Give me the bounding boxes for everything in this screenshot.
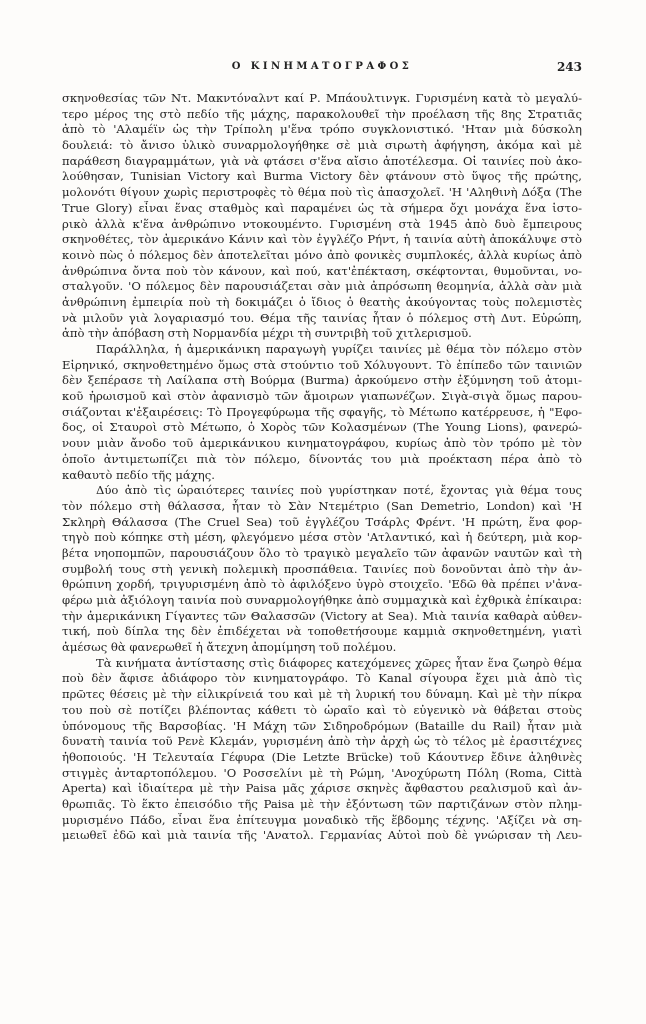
paragraph-start-line: Παράλληλα, ἡ ἀμερικάνικη παραγωγὴ γυρίζει ταινίες μὲ θέμα τὸν πόλεμο στὸν <box>96 342 582 356</box>
text-line: σιάζονται κ'ἐξαιρέσεις: Τὸ Προγεφύρωμα τῆς σφαγῆς, τὸ Μέτωπο κατέρρευσε, ἡ "Εφο- <box>62 404 582 419</box>
text-line: τερο μέρος της στὸ πεδίο τῆς μάχης, παρακολουθεῖ τὴν προέλαση τῆς 8ης Στρατιᾶς <box>62 106 582 121</box>
text-line: λούθησαν, Tunisian Victory καὶ Burma Victory δὲν φτάνουν στὸ ὕψος τῆς πρώτης, <box>62 169 582 184</box>
text-line: δυνατὴ ταινία τοῦ Ρενὲ Κλεμάν, γυρισμένη ἀπὸ τὴν ἀρχὴ ὡς τὸ τέλος μὲ ἐρασιτέχνες <box>62 734 582 749</box>
text-line: τὴν ἀμερικάνικη Γίγαντες τῶν Θαλασσῶν (Victory at Sea). Μιὰ ταινία καθαρὰ αὐθεν- <box>62 608 582 623</box>
paragraph-start-line: Δύο ἀπὸ τὶς ὡραιότερες ταινίες ποὺ γυρίστηκαν ποτέ, ἔχοντας γιὰ θέμα τους <box>96 483 582 498</box>
text-line: ἀπὸ τὴν ἀπόβαση στὴ Νορμανδία μέχρι τὴ συντριβὴ τοῦ χιτλερισμοῦ. <box>62 326 472 341</box>
text-line: ἀνθρώπινη ἐμπειρία ποὺ τὴ δοκιμάζει ὁ ἴδιος ὁ θεατὴς ἀκούγοντας τοὺς πολεμιστὲς <box>62 294 582 309</box>
text-line: του ποὺ σὲ ποτίζει βλέποντας κάθετι τὸ ὡραῖο καὶ τὸ εὐγενικὸ νὰ θάβεται στοὺς <box>62 702 582 717</box>
text-line: ἀνθρώπινα ὄντα ποὺ τὸν κάνουν, καὶ πού, κατ'ἐπέκταση, σκέφτονται, θυμοῦνται, νο- <box>62 263 582 278</box>
text-line: στιγμὲς ἀνταρτοπόλεμου. 'Ο Ροσσελίνι μὲ τὴ Ρώμη, 'Ανοχύρωτη Πόλη (Roma, Città <box>62 765 582 780</box>
text-line: τική, ποὺ δίπλα της δὲν ἐπιδέχεται νὰ τοποθετήσουμε καμμιὰ σκηνοθετημένη, γιατὶ <box>62 624 582 639</box>
text-line: Aperta) καὶ ἰδιαίτερα μὲ τὴν Paisa μᾶς χάρισε σκηνὲς ἄφθαστου ρεαλισμοῦ καὶ ἀν- <box>62 781 582 796</box>
text-line: τὸν πόλεμο στὴ θάλασσα, ἦταν τὸ Σὰν Ντεμέτριο (San Demetrio, London) καὶ 'Η <box>62 498 582 513</box>
text-line: θρώπινη χορδή, τριγυρισμένη ἀπὸ τὸ ἀφιλόξενο ὑγρὸ στοιχεῖο. 'Εδῶ θὰ πρέπει ν'ἀνα- <box>62 577 582 592</box>
text-line: φέρω μιὰ ἀξιόλογη ταινία ποὺ συναρμολογήθηκε ἀπὸ συμμαχικὰ καὶ ἐχθρικὰ ἐπίκαιρα: <box>62 593 582 607</box>
text-line: δος, οἱ Σταυροὶ στὸ Μέτωπο, ὁ Χορὸς τῶν Κολασμένων (The Young Lions), φανερώ- <box>62 420 582 435</box>
text-line: True Glory) εἶναι ἕνας σταθμὸς καὶ παραμένει ὡς τὰ σήμερα ὄχι μονάχα ἕνα ἱστο- <box>62 200 582 215</box>
text-line: τηγὸ ποὺ κόπηκε στὴ μέση, φλεγόμενο μέσα στὸν 'Ατλαντικό, καὶ ἡ δεύτερη, μιὰ κορ- <box>62 530 582 545</box>
page-number: 243 <box>556 60 582 74</box>
text-line: ὁποῖο ἀντιμετωπίζει πιὰ τὸν πόλεμο, δίνοντάς του μιὰ προέκταση πέρα ἀπὸ τὸ <box>62 451 582 466</box>
text-line: θρωπιᾶς. Τὸ ἕκτο ἐπεισόδιο τῆς Paisa μὲ τὴν ἐξόντωση τῶν παρτιζάνων στὸν πλημ- <box>62 796 582 811</box>
text-line: καθαυτὸ πεδίο τῆς μάχης. <box>62 467 215 482</box>
text-line: ἀπὸ τὸ 'Αλαμέϊν ὡς τὴν Τρίπολη μ'ἕνα τρόπο συγκλονιστικό. 'Ηταν μιὰ δύσκολη <box>62 122 582 137</box>
text-line: νουν μιὰν ἄνοδο τοῦ ἀμερικάνικου κινηματογράφου, κυρίως ἀπὸ τὸν τρόπο μὲ τὸν <box>62 436 582 451</box>
text-line: βέτα νηοπομπῶν, παρουσιάζουν ὅλο τὸ τραγικὸ μεγαλεῖο τῶν ἀφανῶν ναυτῶν καὶ τὴ <box>62 545 582 560</box>
text-line: παράθεση διαγραμμάτων, γιὰ νὰ φτάσει σ'ἕνα αἴσιο ἀποτέλεσμα. Οἱ ταινίες ποὺ ἀκο- <box>62 153 582 168</box>
body-text <box>62 91 582 844</box>
text-line: ποὺ δὲν ἄφισε ἀδιάφορο τὸν κινηματογράφο. Τὸ Kanal σίγουρα ἔχει μιὰ ἀπὸ τὶς <box>62 671 582 686</box>
text-line: ἀμέσως θὰ φανερωθεῖ ἡ ἄτεχνη ἀπομίμηση τοῦ πολέμου. <box>62 640 397 655</box>
text-line: δουλειά: τὸ ἄνισο ὑλικὸ συναρμολογήθηκε σὲ μιὰ σιρωτὴ ἀφήγηση, ἀκόμα καὶ μὲ <box>62 138 582 153</box>
page-header <box>62 58 582 78</box>
text-line: κοινὸ πὼς ὁ πόλεμος δὲν ἀποτελεῖται μόνο ἀπὸ φονικὲς συμπλοκές, ἀλλὰ κυρίως ἀπὸ <box>62 247 582 262</box>
text-line: μυρισμένο Πάδο, εἶναι ἕνα ἐπίτευγμα μοναδικὸ τῆς ἕβδομης τέχνης. 'Αξίζει νὰ ση- <box>62 812 582 827</box>
text-line: νὰ μιλοῦν γιὰ λογαριασμό του. Θέμα τῆς ταινίας ἦταν ὁ πόλεμος στὴ Δυτ. Εὐρώπη, <box>62 310 582 325</box>
text-line: ρικὸ ἀλλὰ κ'ἕνα ἀνθρώπινο ντοκουμέντο. Γυρισμένη στὰ 1945 ἀπὸ δυὸ ἔμπειρους <box>62 216 582 231</box>
text-line: μειωθεῖ ἐδῶ καὶ μιὰ ταινία τῆς 'Ανατολ. Γερμανίας Αὐτοὶ ποὺ δὲ γνώρισαν τὴ Λευ- <box>62 828 582 843</box>
text-line: σκηνοθεσίας τῶν Ντ. Μακντόναλντ καί Ρ. Μπάουλτινγκ. Γυρισμένη κατὰ τὸ μεγαλύ- <box>62 91 582 105</box>
text-line: ἠθοποιούς. 'Η Τελευταία Γέφυρα (Die Letzte Brücke) τοῦ Κάουτνερ ἔδινε ἀληθινὲς <box>62 749 582 764</box>
running-head: Ο ΚΙΝΗΜΑΤΟΓΡΑΦΟΣ <box>231 61 413 72</box>
text-line: πρῶτες θέσεις μὲ τὴν εἰλικρίνειά του καὶ μὲ τὴ λυρική του δύναμη. Καὶ μὲ τὴν πίκρα <box>62 687 582 702</box>
text-line: συμβολή τους στὴ γενικὴ πολεμικὴ προσπάθεια. Ταινίες ποὺ δονοῦνται ἀπὸ τὴν ἀν- <box>62 561 582 576</box>
text-line: Εἰρηνικό, σκηνοθετημένο ὅμως στὰ στούντιο τοῦ Χόλυγουντ. Τὸ ἐπίπεδο τῶν ταινιῶν <box>62 357 582 372</box>
text-line: ὑπόνομους τῆς Βαρσοβίας. 'Η Μάχη τῶν Σιδηροδρόμων (Bataille du Rail) ἦταν μιὰ <box>62 718 582 733</box>
text-line: Σκληρὴ Θάλασσα (The Cruel Sea) τοῦ ἐγγλέζου Τσάρλς Φρέντ. 'Η πρώτη, ἕνα φορ- <box>62 514 582 529</box>
text-line: κοῦ ἡρωισμοῦ καὶ στὸν ἀφανισμὸ τῶν ἄμοιρων γιαπωνέζων. Σιγὰ-σιγὰ ὅμως παρου- <box>62 389 582 404</box>
text-line: σταλγοῦν. 'Ο πόλεμος δὲν παρουσιάζεται σὰν μιὰ ἀπρόσωπη θεομηνία, ἀλλὰ σὰν μιὰ <box>62 279 582 294</box>
text-line: μολονότι θίγουν χωρὶς περιστροφὲς τὸ θέμα ποὺ τὶς ἀπασχολεῖ. 'Η 'Αληθινὴ Δόξα (The <box>62 185 582 200</box>
text-line: σκηνοθέτες, τὸν ἀμερικάνο Κάνιν καὶ τὸν ἐγγλέζο Ρήντ, ἡ ταινία αὐτὴ ἀποκάλυψε στὸ <box>62 232 582 247</box>
paragraph-start-line: Τὰ κινήματα ἀντίστασης στὶς διάφορες κατεχόμενες χῶρες ἦταν ἕνα ζωηρὸ θέμα <box>96 655 582 670</box>
text-line: δὲν ξεπέρασε τὴ Λαίλαπα στὴ Βούρμα (Burma) ἀρκούμενο στὴν ἐξύμνηση τοῦ ἀτομι- <box>62 373 582 388</box>
